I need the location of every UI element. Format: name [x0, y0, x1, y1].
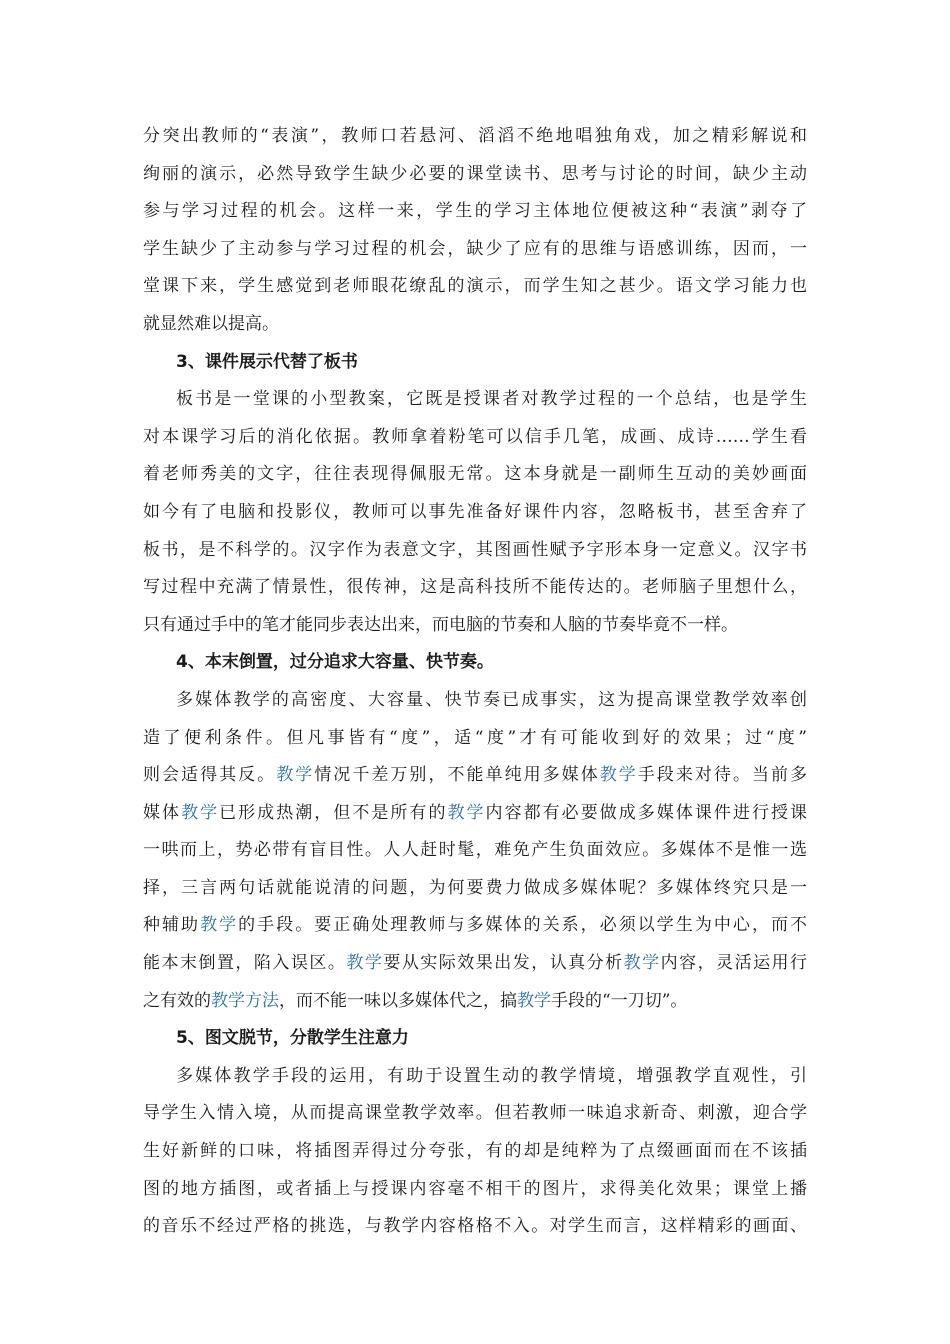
- section-3-paragraph: [143, 381, 807, 644]
- document-body: [143, 118, 807, 1246]
- text-span: 内容都有必要做成多媒体课件进行授课: [485, 802, 808, 823]
- text-line: 多媒体教学的高密度、大容量、快节奏已成事实，这为提高课堂教学效率创: [176, 689, 807, 710]
- text-span: ，而不能一味以多媒体代之，搞: [279, 990, 517, 1011]
- text-line: 着老师秀美的文字，往往表现得佩服无常。这本身就是一副师生互动的美妙画面: [143, 464, 807, 485]
- jiaoxue-link[interactable]: 教学: [276, 765, 315, 786]
- text-span: 能本末倒置，陷入误区。: [143, 953, 347, 974]
- section-4-heading: 4、本末倒置，过分追求大容量、快节奏。: [176, 652, 494, 673]
- text-line: 板书，是不科学的。汉字作为表意文字，其图画性赋予字形本身一定意义。汉字书: [143, 539, 807, 560]
- section-5-paragraph: [143, 1058, 807, 1246]
- text-line: 板书是一堂课的小型教案，它既是授课者对教学过程的一个总结，也是学生: [176, 389, 807, 410]
- paragraph-1: [143, 118, 807, 344]
- jiaoxue-link[interactable]: 教学: [599, 765, 638, 786]
- text-span: 要从实际效果出发，认真分析: [383, 953, 624, 974]
- text-line: [143, 983, 807, 1021]
- text-line: 的音乐不经过严格的挑选，与教学内容格格不入。对学生而言，这样精彩的画面、: [143, 1216, 807, 1237]
- text-line: 绚丽的演示，必然导致学生缺少必要的课堂读书、思考与讨论的时间，缺少主动: [143, 163, 807, 184]
- text-span: 已形成热潮，但不是所有的: [219, 802, 448, 823]
- text-line: 学生缺少了主动参与学习过程的机会，缺少了应有的思维与语感训练，因而，一: [143, 238, 807, 259]
- text-line: 如今有了电脑和投影仪，教师可以事先准备好课件内容，忽略板书，甚至舍弃了: [143, 501, 807, 522]
- text-span: 之有效的: [143, 990, 211, 1011]
- jiaoxue-fangfa-link[interactable]: 教学方法: [211, 990, 279, 1011]
- text-line: [143, 757, 807, 795]
- jiaoxue-link[interactable]: 教学: [200, 915, 239, 936]
- text-line: 分突出教师的“表演”，教师口若悬河、滔滔不绝地唱独角戏，加之精彩解说和: [143, 126, 807, 146]
- text-line: 只有通过手中的笔才能同步表达出来，而电脑的节奏和人脑的节奏毕竟不一样。: [143, 614, 738, 635]
- text-span: 的手段。要正确处理教师与多媒体的关系，必须以学生为中心，而不: [238, 915, 808, 936]
- text-line: 一哄而上，势必带有盲目性。人人赶时髦，难免产生负面效应。多媒体不是惟一选: [143, 840, 807, 861]
- section-5-heading: 5、图文脱节，分散学生注意力: [176, 1028, 409, 1049]
- jiaoxue-link[interactable]: 教学: [623, 953, 661, 974]
- text-span: 内容，灵活运用行: [660, 953, 808, 974]
- text-line: 参与学习过程的机会。这样一来，学生的学习主体地位便被这种“表演”剥夺了: [143, 201, 807, 222]
- jiaoxue-link[interactable]: 教学: [346, 953, 384, 974]
- text-span: 手段来对待。当前多: [637, 765, 808, 786]
- jiaoxue-link[interactable]: 教学: [517, 990, 551, 1011]
- text-line: 图的地方插图，或者插上与授课内容毫不相干的图片，求得美化效果；课堂上播: [143, 1178, 807, 1199]
- text-line: [143, 945, 807, 983]
- text-span: 种辅助: [143, 915, 201, 936]
- text-span: 情况千差万别，不能单纯用多媒体: [314, 765, 600, 786]
- text-span: 则会适得其反。: [143, 765, 277, 786]
- text-line: 就显然难以提高。: [143, 313, 279, 334]
- text-span: 媒体: [143, 802, 182, 823]
- section-4-paragraph: [143, 682, 807, 1020]
- text-line: 导学生入情入境，从而提高课堂教学效率。但若教师一味追求新奇、刺激，迎合学: [143, 1103, 807, 1124]
- text-line: 造了便利条件。但凡事皆有“度”，适“度”才有可能收到好的效果；过“度”: [143, 727, 807, 748]
- text-span: 手段的“一刀切”。: [551, 990, 688, 1011]
- text-line: 对本课学习后的消化依据。教师拿着粉笔可以信手几笔，成画、成诗……学生看: [143, 426, 807, 447]
- text-line: [143, 907, 807, 945]
- jiaoxue-link[interactable]: 教学: [181, 802, 220, 823]
- section-3-heading: 3、课件展示代替了板书: [176, 351, 358, 372]
- text-line: 生好新鲜的口味，将插图弄得过分夸张，有的却是纯粹为了点缀画面而在不该插: [143, 1141, 807, 1162]
- text-line: 写过程中充满了情景性，很传神，这是高科技所不能传达的。老师脑子里想什么，: [143, 577, 807, 598]
- text-line: [143, 795, 807, 833]
- text-line: 择，三言两句话就能说清的问题，为何要费力做成多媒体呢？多媒体终究只是一: [143, 877, 807, 898]
- jiaoxue-link[interactable]: 教学: [447, 802, 486, 823]
- text-line: 多媒体教学手段的运用，有助于设置生动的教学情境，增强教学直观性，引: [176, 1065, 807, 1086]
- text-line: 堂课下来，学生感觉到老师眼花缭乱的演示，而学生知之甚少。语文学习能力也: [143, 276, 807, 297]
